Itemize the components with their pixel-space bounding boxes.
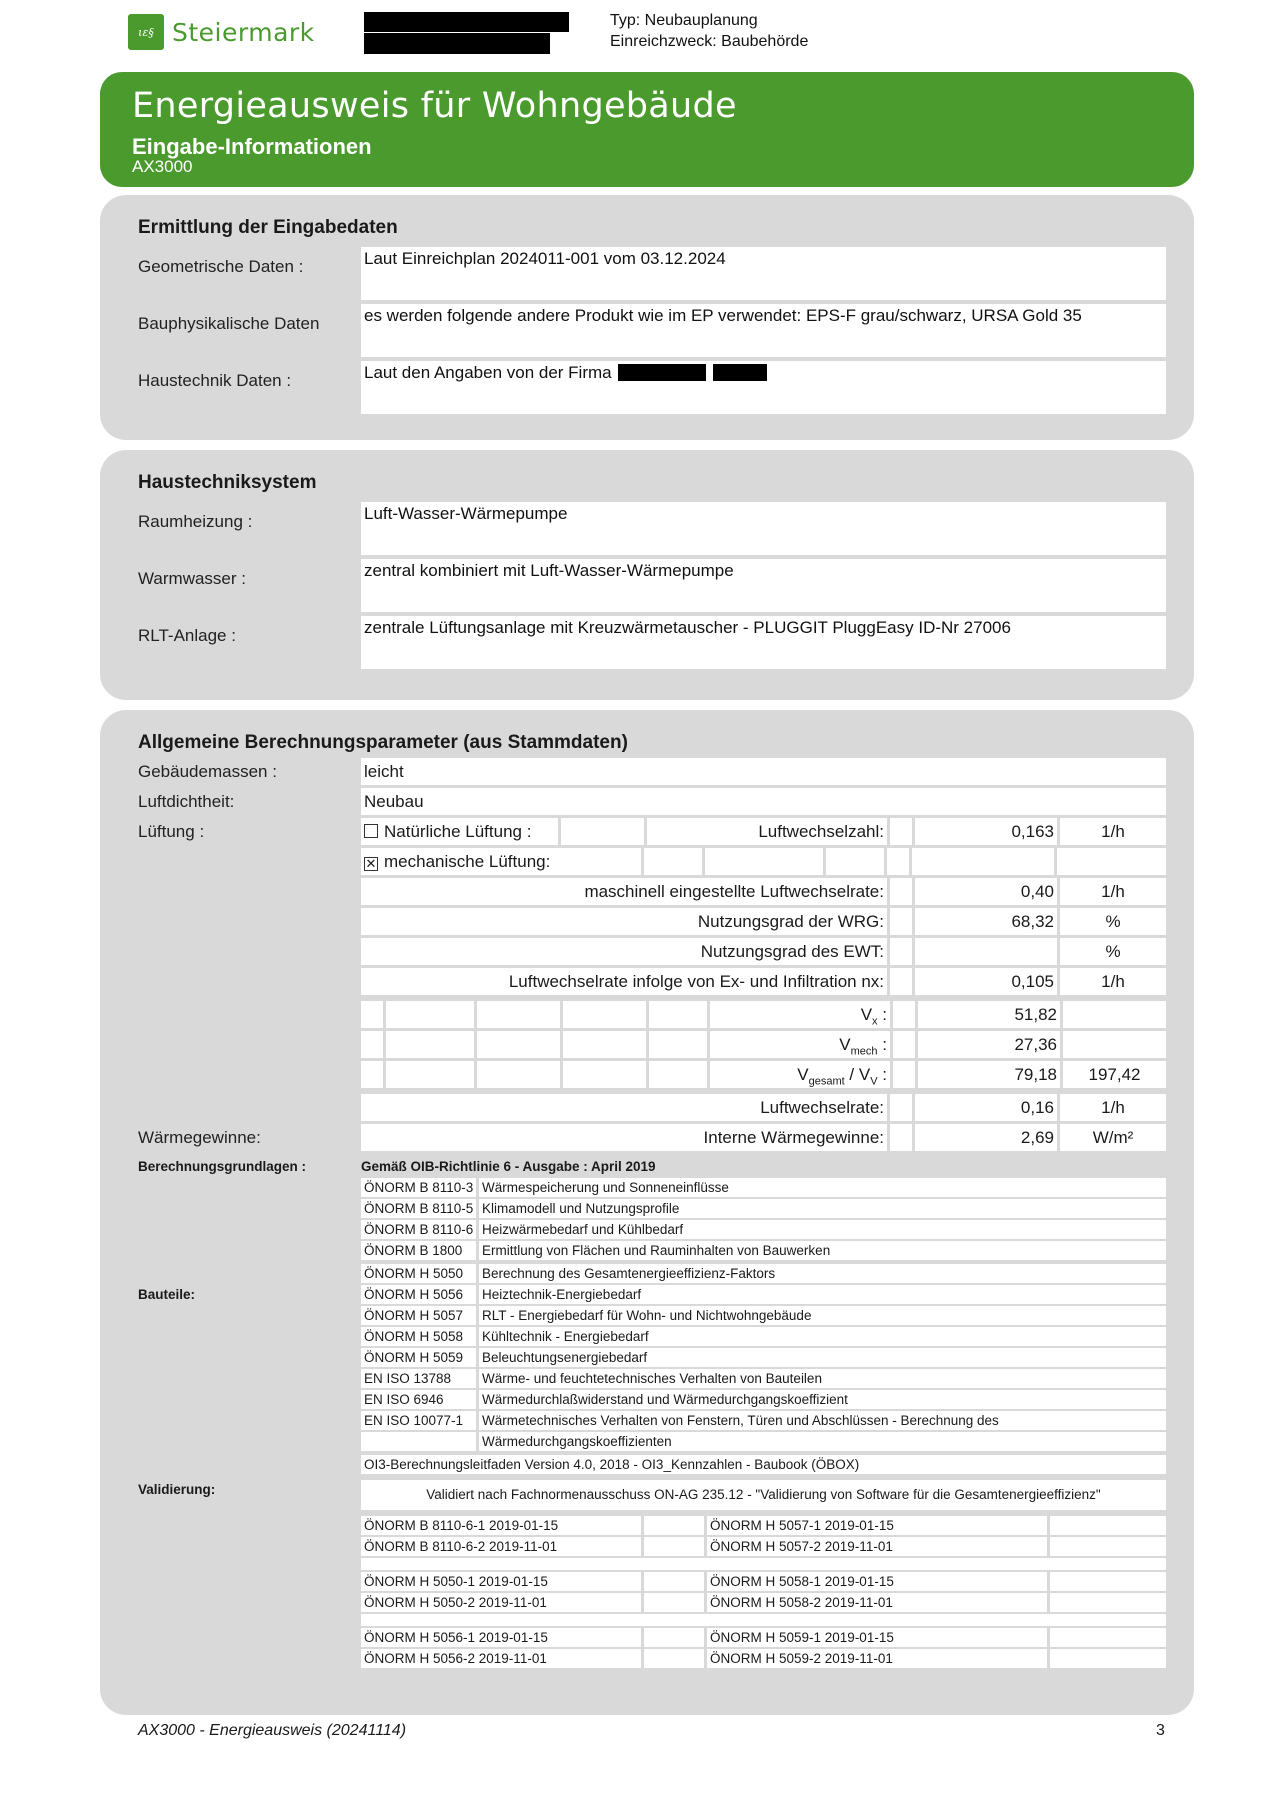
param-row [138,758,1166,785]
empty-cell [561,818,644,845]
norm-description: Ermittlung von Flächen und Rauminhalten von Bauwerken [479,1241,1166,1260]
empty-cell [644,1572,704,1591]
logo-text: Steiermark [172,17,315,47]
norm-description: Heiztechnik-Energiebedarf [479,1285,1166,1304]
natural-ventilation-label: Natürliche Lüftung : [384,822,532,841]
norm-row [138,1432,1166,1451]
norm-row [138,1199,1166,1218]
field-row [138,304,1166,357]
empty-cell [1057,848,1166,875]
param-row [138,848,1166,875]
vx-value: 51,82 [918,1001,1060,1028]
validation-norm: ÖNORM H 5059-2 2019-11-01 [707,1649,1047,1668]
vv-value: 197,42 [1063,1061,1166,1088]
validation-norm-row [138,1537,1166,1556]
empty-cell [826,848,884,875]
validation-norm: ÖNORM B 8110-6-1 2019-01-15 [361,1516,641,1535]
validation-norm: ÖNORM H 5059-1 2019-01-15 [707,1628,1047,1647]
norm-description: Wärmespeicherung und Sonneneinflüsse [479,1178,1166,1197]
validation-norm-row [138,1572,1166,1591]
page-subtitle: Eingabe-Informationen [132,134,372,159]
param-unit: 1/h [1060,1094,1166,1121]
field-label: Gebäudemassen : [138,762,277,781]
norm-row [138,1411,1166,1430]
coat-of-arms-icon: ιε§ [128,14,164,50]
norm-row [138,1306,1166,1325]
norm-code [361,1432,476,1451]
norm-row [138,1285,1166,1304]
natural-ventilation-option[interactable] [361,818,558,845]
norm-row [138,1241,1166,1260]
empty-cell [1050,1593,1166,1612]
building-services-text: Laut den Angaben von der Firma [364,363,612,382]
param-unit: % [1060,908,1166,935]
volume-row [138,1031,1166,1058]
vx-label: $V_x$ : [710,1001,890,1028]
hot-water-value: zentral kombiniert mit Luft-Wasser-Wärmepumpe [361,559,1166,612]
norm-description: Wärmedurchlaßwiderstand und Wärmedurchgangskoeffizient [479,1390,1166,1409]
validation-norm-row [138,1649,1166,1668]
empty-cell [644,1537,704,1556]
field-label: RLT-Anlage : [138,626,236,645]
validation-norm: ÖNORM H 5050-1 2019-01-15 [361,1572,641,1591]
empty-cell [1050,1628,1166,1647]
param-value [915,938,1057,965]
field-label: Berechnungsgrundlagen : [138,1159,307,1174]
redacted-block [364,12,569,32]
param-row [138,878,1166,905]
ermittlung-panel [100,195,1194,440]
software-code: AX3000 [132,157,193,176]
empty-cell [1050,1516,1166,1535]
field-label: Validierung: [138,1482,216,1497]
air-change-value: 0,163 [915,818,1057,845]
validation-norm-row [138,1593,1166,1612]
param-row [138,1094,1166,1121]
norm-description: Wärmetechnisches Verhalten von Fenstern, Türen und Abschlüssen - Berechnung des [479,1411,1166,1430]
building-physics-value: es werden folgende andere Produkt wie im EP verwendet: EPS-F grau/schwarz, URSA Gold 35 [361,304,1166,357]
oi3-guideline: OI3-Berechnungsleitfaden Version 4.0, 2018 - OI3_Kennzahlen - Baubook (ÖBOX) [361,1455,1166,1474]
title-banner [100,72,1194,187]
vgesamt-label: $V_{gesamt} / V_V$ : [710,1061,890,1088]
validation-row [138,1480,1166,1510]
norm-code: ÖNORM H 5050 [361,1264,476,1283]
param-row [138,788,1166,815]
norm-code: ÖNORM B 8110-6 [361,1220,476,1239]
vmech-value: 27,36 [918,1031,1060,1058]
field-row [138,247,1166,300]
param-label: maschinell eingestellte Luftwechselrate: [361,878,887,905]
empty-cell [644,1593,704,1612]
field-row [138,502,1166,555]
validation-norm: ÖNORM H 5058-2 2019-11-01 [707,1593,1047,1612]
field-label: Raumheizung : [138,512,253,531]
norm-code: ÖNORM H 5059 [361,1348,476,1367]
field-label: Geometrische Daten : [138,257,304,276]
param-label: Luftwechselrate infolge von Ex- und Infiltration nx: [361,968,887,995]
internal-gains-value: 2,69 [915,1124,1057,1151]
airtightness-value: Neubau [361,788,1166,815]
norm-description: RLT - Energiebedarf für Wohn- und Nichtwohngebäude [479,1306,1166,1325]
empty-cell [887,848,909,875]
validation-statement: Validiert nach Fachnormenausschuss ON-AG 235.12 - "Validierung von Software für die Gesamtenergieeffizienz" [361,1480,1166,1510]
oi3-row [138,1455,1166,1474]
empty-cell [1050,1572,1166,1591]
empty-cell [644,1516,704,1535]
validation-norm: ÖNORM H 5057-1 2019-01-15 [707,1516,1047,1535]
norm-code: ÖNORM H 5058 [361,1327,476,1346]
spacer-row [138,1558,1166,1570]
norm-row [138,1390,1166,1409]
allgemeine-panel [100,710,1194,1715]
param-row [138,1124,1166,1151]
param-value: 0,40 [915,878,1057,905]
footer-document: AX3000 - Energieausweis (20241114) [138,1722,407,1739]
param-value: 68,32 [915,908,1057,935]
param-row [138,908,1166,935]
param-label: Luftwechselrate: [361,1094,887,1121]
empty-cell [1050,1649,1166,1668]
norm-code: ÖNORM B 8110-5 [361,1199,476,1218]
norm-description: Heizwärmebedarf und Kühlbedarf [479,1220,1166,1239]
section-title: Allgemeine Berechnungsparameter (aus Stammdaten) [138,732,628,753]
param-row [138,818,1166,845]
validation-norm: ÖNORM H 5058-1 2019-01-15 [707,1572,1047,1591]
norm-description: Wärmedurchgangskoeffizienten [479,1432,1166,1451]
norm-code: ÖNORM B 8110-3 [361,1178,476,1197]
empty-cell [644,1649,704,1668]
validation-norm: ÖNORM H 5056-1 2019-01-15 [361,1628,641,1647]
norm-code: EN ISO 13788 [361,1369,476,1388]
norm-code: ÖNORM B 1800 [361,1241,476,1260]
mechanical-ventilation-option[interactable] [361,848,641,875]
haustechnik-panel [100,450,1194,700]
submission-purpose: Einreichzweck: Baubehörde [610,33,809,50]
param-label: Interne Wärmegewinne: [361,1124,887,1151]
field-label: Wärmegewinne: [138,1128,261,1147]
field-row [138,361,1166,414]
section-title: Haustechniksystem [138,472,317,493]
norm-description: Berechnung des Gesamtenergieeffizienz-Faktors [479,1264,1166,1283]
building-services-value [361,361,1166,414]
empty-cell [912,848,1054,875]
param-unit: 1/h [1060,878,1166,905]
mechanical-ventilation-label: mechanische Lüftung: [384,852,551,871]
norm-row [138,1369,1166,1388]
document-meta [610,10,808,52]
validation-norm-row [138,1516,1166,1535]
air-change-label: Luftwechselzahl: [647,818,887,845]
empty-cell [1050,1537,1166,1556]
spacer-row [138,1614,1166,1626]
building-mass-value: leicht [361,758,1166,785]
norm-row [138,1327,1166,1346]
field-label: Warmwasser : [138,569,246,588]
field-label: Bauphysikalische Daten [138,314,320,333]
volume-row [138,1061,1166,1088]
page-title: Energieausweis für Wohngebäude [132,86,737,126]
norm-row [138,1264,1166,1283]
air-change-rate-value: 0,16 [915,1094,1057,1121]
field-label: Haustechnik Daten : [138,371,292,390]
empty-cell [644,1628,704,1647]
param-row [138,938,1166,965]
norm-code: ÖNORM H 5056 [361,1285,476,1304]
field-row [138,616,1166,669]
redacted-block [713,364,767,381]
param-unit: 1/h [1060,968,1166,995]
norm-description: Beleuchtungsenergiebedarf [479,1348,1166,1367]
checkbox-checked-icon[interactable]: ✕ [365,856,377,871]
checkbox-unchecked-icon[interactable] [364,824,378,838]
norm-description: Kühltechnik - Energiebedarf [479,1327,1166,1346]
vgesamt-value: 79,18 [918,1061,1060,1088]
norm-code: EN ISO 10077-1 [361,1411,476,1430]
space-heating-value: Luft-Wasser-Wärmepumpe [361,502,1166,555]
param-unit: % [1060,938,1166,965]
section-title: Ermittlung der Eingabedaten [138,217,398,238]
ventilation-system-value: zentrale Lüftungsanlage mit Kreuzwärmetauscher - PLUGGIT PluggEasy ID-Nr 27006 [361,616,1166,669]
vmech-label: $V_{mech}$ : [710,1031,890,1058]
document-type: Typ: Neubauplanung [610,12,758,29]
page-number: 3 [1156,1722,1165,1739]
param-label: Nutzungsgrad der WRG: [361,908,887,935]
validation-norm: ÖNORM H 5057-2 2019-11-01 [707,1537,1047,1556]
norm-row [138,1348,1166,1367]
norm-row [138,1178,1166,1197]
volume-row [138,1001,1166,1028]
param-unit: W/m² [1060,1124,1166,1151]
air-change-unit: 1/h [1060,818,1166,845]
redacted-block [364,33,550,54]
empty-cell [644,848,702,875]
geometric-data-value: Laut Einreichplan 2024011-001 vom 03.12.2024 [361,247,1166,300]
norm-code: EN ISO 6946 [361,1390,476,1409]
param-row [138,968,1166,995]
field-label: Bauteile: [138,1287,196,1302]
redacted-block [618,364,706,381]
empty-cell [705,848,823,875]
field-label: Lüftung : [138,822,205,841]
steiermark-logo [128,14,315,50]
param-value: 0,105 [915,968,1057,995]
norm-description: Wärme- und feuchtetechnisches Verhalten von Bauteilen [479,1369,1166,1388]
validation-norm: ÖNORM B 8110-6-2 2019-11-01 [361,1537,641,1556]
oib-heading: Gemäß OIB-Richtlinie 6 - Ausgabe : April 2019 [361,1159,656,1174]
validation-norm: ÖNORM H 5056-2 2019-11-01 [361,1649,641,1668]
field-label: Luftdichtheit: [138,792,235,811]
norm-description: Klimamodell und Nutzungsprofile [479,1199,1166,1218]
empty-cell [890,818,912,845]
param-label: Nutzungsgrad des EWT: [361,938,887,965]
norm-heading-row [138,1157,1166,1176]
norm-row [138,1220,1166,1239]
validation-norm-row [138,1628,1166,1647]
field-row [138,559,1166,612]
norm-code: ÖNORM H 5057 [361,1306,476,1325]
validation-norm: ÖNORM H 5050-2 2019-11-01 [361,1593,641,1612]
